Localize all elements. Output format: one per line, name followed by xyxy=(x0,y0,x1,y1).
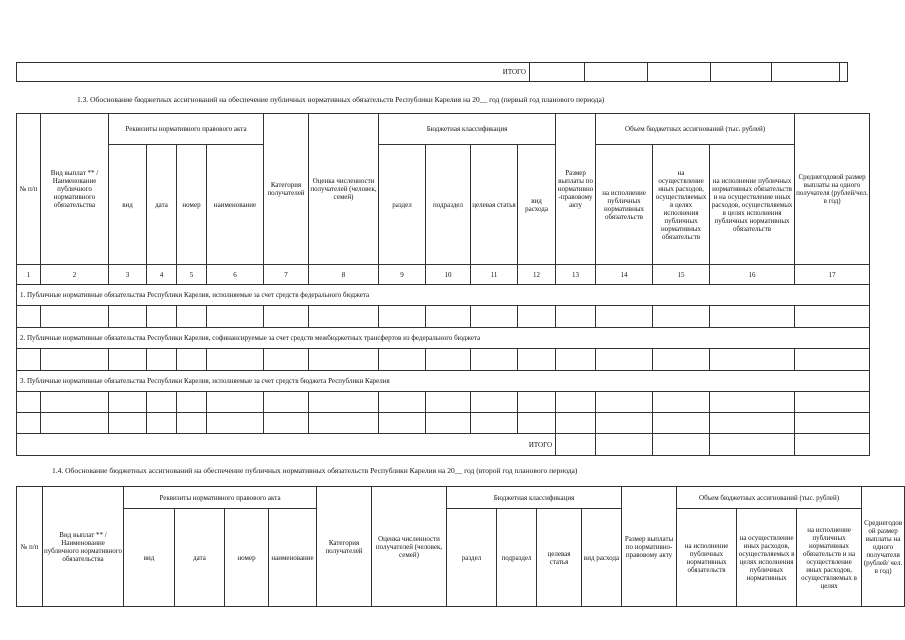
header-celevaya: целевая статья xyxy=(471,145,518,265)
empty-cell[interactable] xyxy=(207,349,264,371)
empty-cell[interactable] xyxy=(710,392,795,413)
group-2-row: 2. Публичные нормативные обязательства Республики Карелия, софинансируемые за счет средств межбюджетных трансфертов из федерального бюджета xyxy=(17,328,870,349)
empty-cell[interactable] xyxy=(471,392,518,413)
empty-cell[interactable] xyxy=(556,306,596,328)
empty-cell[interactable] xyxy=(795,306,870,328)
empty-cell[interactable] xyxy=(426,306,471,328)
empty-cell[interactable] xyxy=(109,392,147,413)
empty-cell[interactable] xyxy=(109,349,147,371)
header-rekvizity: Реквизиты нормативного правового акта xyxy=(109,114,264,145)
empty-cell[interactable] xyxy=(530,63,585,82)
empty-cell[interactable] xyxy=(41,349,109,371)
empty-cell[interactable] xyxy=(264,413,309,434)
empty-cell[interactable] xyxy=(207,306,264,328)
empty-cell[interactable] xyxy=(147,349,177,371)
empty-cell[interactable] xyxy=(379,349,426,371)
header-razdel: раздел xyxy=(447,509,497,607)
empty-cell[interactable] xyxy=(795,413,870,434)
empty-cell[interactable] xyxy=(177,306,207,328)
empty-cell[interactable] xyxy=(710,413,795,434)
empty-cell[interactable] xyxy=(41,413,109,434)
header-ocenka: Оценка численности получателей (человек, семей) xyxy=(372,487,447,607)
empty-cell[interactable] xyxy=(177,413,207,434)
empty-cell[interactable] xyxy=(207,413,264,434)
table-row xyxy=(17,413,870,434)
empty-cell[interactable] xyxy=(264,306,309,328)
empty-cell[interactable] xyxy=(795,349,870,371)
header-vid-vyplat: Вид выплат ** / Наименование публичного нормативного обязательства xyxy=(43,487,124,607)
empty-cell[interactable] xyxy=(147,392,177,413)
empty-cell[interactable] xyxy=(596,306,653,328)
header-kategoriya: Категория получателей xyxy=(317,487,372,607)
empty-cell[interactable] xyxy=(177,349,207,371)
empty-cell[interactable] xyxy=(17,349,41,371)
header-obem: Объем бюджетных ассигнований (тыс. рублей) xyxy=(677,487,862,509)
col-number: 12 xyxy=(518,265,556,285)
col-number: 6 xyxy=(207,265,264,285)
header-obem: Объем бюджетных ассигнований (тыс. рублей) xyxy=(596,114,795,145)
empty-cell[interactable] xyxy=(518,413,556,434)
empty-cell[interactable] xyxy=(207,392,264,413)
header-vid-rashoda: вид расхода xyxy=(582,509,622,607)
table-row xyxy=(17,349,870,371)
header-podrazdel: подраздел xyxy=(497,509,537,607)
empty-cell[interactable] xyxy=(17,392,41,413)
header-byudzh-klass: Бюджетная классификация xyxy=(379,114,556,145)
col-number: 4 xyxy=(147,265,177,285)
section-1-3-caption: 1.3. Обоснование бюджетных ассигнований на обеспечение публичных нормативных обязательств Республики Карелия на 20__ год (первый год планового периода) xyxy=(77,95,605,104)
empty-cell[interactable] xyxy=(426,349,471,371)
col-number: 15 xyxy=(653,265,710,285)
empty-cell[interactable] xyxy=(653,306,710,328)
header-rekvizity: Реквизиты нормативного правового акта xyxy=(124,487,317,509)
empty-cell[interactable] xyxy=(840,63,848,82)
empty-cell[interactable] xyxy=(556,392,596,413)
empty-cell[interactable] xyxy=(309,413,379,434)
itogo-label: ИТОГО xyxy=(17,434,556,456)
col-number: 16 xyxy=(710,265,795,285)
empty-cell[interactable] xyxy=(309,349,379,371)
empty-cell[interactable] xyxy=(556,434,596,456)
header-vid-rashoda: вид расхода xyxy=(518,145,556,265)
header-naimenovanie: наименование xyxy=(269,509,317,607)
header-byudzh-klass: Бюджетная классификация xyxy=(447,487,622,509)
empty-cell[interactable] xyxy=(596,392,653,413)
header-data: дата xyxy=(147,145,177,265)
header-celevaya: целевая статья xyxy=(537,509,582,607)
header-data: дата xyxy=(175,509,225,607)
col-number: 14 xyxy=(596,265,653,285)
empty-cell[interactable] xyxy=(653,434,710,456)
col-number: 9 xyxy=(379,265,426,285)
empty-cell[interactable] xyxy=(710,434,795,456)
group-3-row: 3. Публичные нормативные обязательства Республики Карелия, исполняемые за счет средств бюджета Республики Карелия xyxy=(17,371,870,392)
empty-cell[interactable] xyxy=(471,413,518,434)
empty-cell[interactable] xyxy=(772,63,840,82)
header-podrazdel: подраздел xyxy=(426,145,471,265)
empty-cell[interactable] xyxy=(556,349,596,371)
empty-cell[interactable] xyxy=(518,392,556,413)
empty-cell[interactable] xyxy=(379,306,426,328)
empty-cell[interactable] xyxy=(518,306,556,328)
section-1-4-caption: 1.4. Обоснование бюджетных ассигнований на обеспечение публичных нормативных обязательств Республики Карелия на 20__ год (второй год планового периода) xyxy=(52,466,578,475)
header-na-ispolnenie: на исполнение публичных нормативных обязательств xyxy=(677,509,737,607)
section-1-4-table xyxy=(16,486,905,607)
col-number: 11 xyxy=(471,265,518,285)
empty-cell[interactable] xyxy=(596,434,653,456)
empty-cell[interactable] xyxy=(648,63,711,82)
empty-cell[interactable] xyxy=(426,413,471,434)
empty-cell[interactable] xyxy=(795,392,870,413)
empty-cell[interactable] xyxy=(109,306,147,328)
empty-cell[interactable] xyxy=(710,306,795,328)
header-ocenka: Оценка численности получателей (человек, семей) xyxy=(309,114,379,265)
section-1-3-table xyxy=(16,113,870,456)
header-num: № п/п xyxy=(17,114,41,265)
col-number: 17 xyxy=(795,265,870,285)
empty-cell[interactable] xyxy=(653,349,710,371)
empty-cell[interactable] xyxy=(309,392,379,413)
empty-cell[interactable] xyxy=(264,392,309,413)
col-number: 8 xyxy=(309,265,379,285)
empty-cell[interactable] xyxy=(264,349,309,371)
col-number: 5 xyxy=(177,265,207,285)
header-vid: вид xyxy=(109,145,147,265)
header-na-isp-i-osush: на исполнение публичных нормативных обязательств и на осуществление иных расходов, осуществляемых в целях исполнения публичных нормативных обязательств xyxy=(710,145,795,265)
table-row xyxy=(17,306,870,328)
header-razmer: Размер выплаты по нормативно-правовому акту xyxy=(556,114,596,265)
col-number: 13 xyxy=(556,265,596,285)
header-nomer: номер xyxy=(225,509,269,607)
header-naimenovanie: наименование xyxy=(207,145,264,265)
col-number: 1 xyxy=(17,265,41,285)
empty-cell[interactable] xyxy=(17,306,41,328)
empty-cell[interactable] xyxy=(17,413,41,434)
header-na-osush: на осуществление иных расходов, осуществляемых в целях исполнения публичных нормативных xyxy=(737,509,797,607)
empty-cell[interactable] xyxy=(379,392,426,413)
header-na-osush: на осуществление иных расходов, осуществляемых в целях исполнения публичных нормативных обязательств xyxy=(653,145,710,265)
empty-cell[interactable] xyxy=(653,413,710,434)
empty-cell[interactable] xyxy=(711,63,772,82)
header-na-ispolnenie: на исполнение публичных нормативных обязательств xyxy=(596,145,653,265)
group-1-row: 1. Публичные нормативные обязательства Республики Карелия, исполняемые за счет средств федерального бюджета xyxy=(17,285,870,306)
header-vid-vyplat: Вид выплат ** / Наименование публичного нормативного обязательства xyxy=(41,114,109,265)
header-srednegodovoy: Среднегодовой размер выплаты на одного получателя (рублей/ чел. в год) xyxy=(862,487,905,607)
empty-cell[interactable] xyxy=(795,434,870,456)
empty-cell[interactable] xyxy=(471,306,518,328)
empty-cell[interactable] xyxy=(471,349,518,371)
header-razdel: раздел xyxy=(379,145,426,265)
header-vid: вид xyxy=(124,509,175,607)
itogo-top-table xyxy=(16,62,848,82)
col-number: 3 xyxy=(109,265,147,285)
empty-cell[interactable] xyxy=(41,392,109,413)
header-num: № п/п xyxy=(17,487,43,607)
empty-cell[interactable] xyxy=(518,349,556,371)
empty-cell[interactable] xyxy=(596,413,653,434)
empty-cell[interactable] xyxy=(556,413,596,434)
col-number: 2 xyxy=(41,265,109,285)
empty-cell[interactable] xyxy=(710,349,795,371)
table-row xyxy=(17,392,870,413)
header-nomer: номер xyxy=(177,145,207,265)
header-razmer: Размер выплаты по нормативно-правовому акту xyxy=(622,487,677,607)
empty-cell[interactable] xyxy=(379,413,426,434)
empty-cell[interactable] xyxy=(109,413,147,434)
header-kategoriya: Категория получателей xyxy=(264,114,309,265)
empty-cell[interactable] xyxy=(596,349,653,371)
itogo-label: ИТОГО xyxy=(17,63,530,82)
empty-cell[interactable] xyxy=(177,392,207,413)
header-na-isp-i-osush: на исполнение публичных нормативных обязательств и на осуществление иных расходов, осуществляемых в целях xyxy=(797,509,862,607)
header-srednegodovoy: Среднегодовой размер выплаты на одного получателя (рублей/чел. в год) xyxy=(795,114,870,265)
empty-cell[interactable] xyxy=(147,413,177,434)
empty-cell[interactable] xyxy=(653,392,710,413)
empty-cell[interactable] xyxy=(309,306,379,328)
col-number: 7 xyxy=(264,265,309,285)
empty-cell[interactable] xyxy=(147,306,177,328)
empty-cell[interactable] xyxy=(426,392,471,413)
col-number: 10 xyxy=(426,265,471,285)
empty-cell[interactable] xyxy=(585,63,648,82)
empty-cell[interactable] xyxy=(41,306,109,328)
